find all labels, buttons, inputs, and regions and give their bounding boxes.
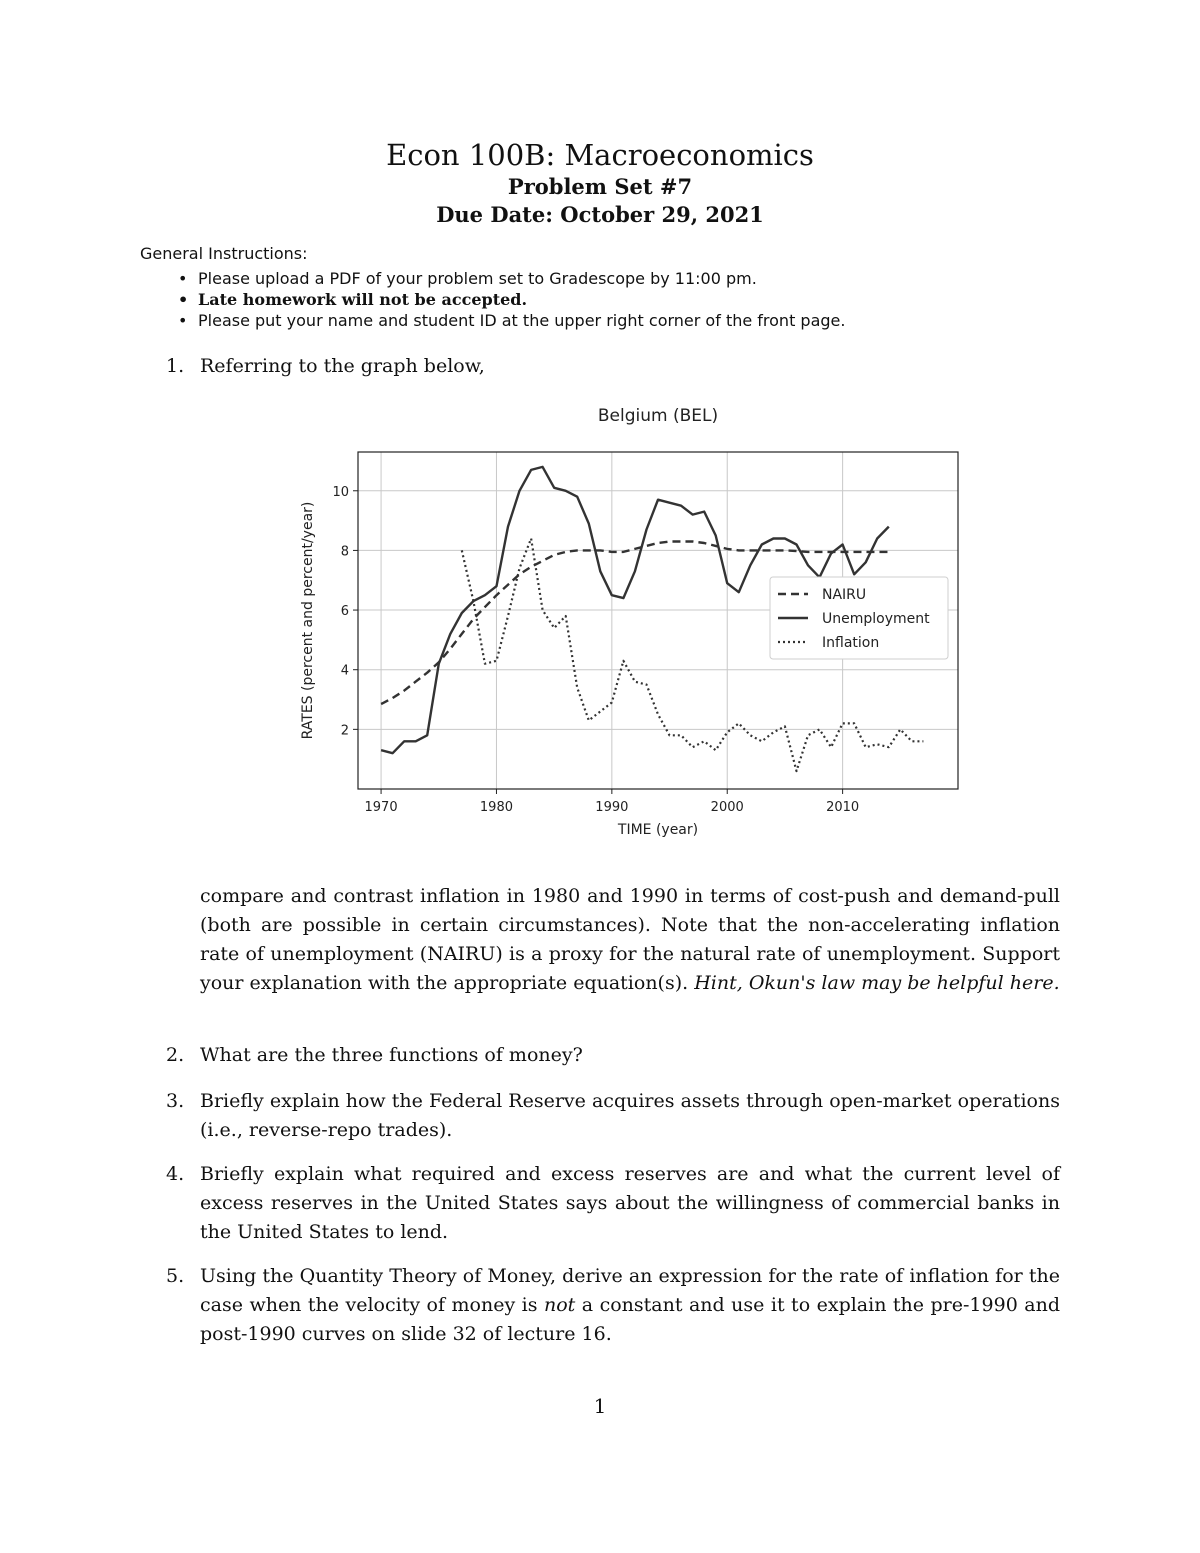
legend-label: Unemployment: [822, 611, 930, 627]
question-text: What are the three functions of money?: [200, 1044, 583, 1066]
instructions-heading: General Instructions:: [140, 244, 308, 263]
instruction-item: • Late homework will not be accepted.: [176, 289, 845, 310]
y-tick-label: 2: [340, 723, 349, 739]
question-number: 3.: [166, 1090, 185, 1112]
y-tick-label: 10: [332, 484, 349, 500]
question-1-body: [200, 882, 1060, 998]
x-tick-label: 1970: [364, 800, 398, 815]
y-tick-label: 4: [340, 663, 349, 679]
question-1-text: compare and contrast inflation in 1980 and 1990 in terms of cost-push and demand-pull (both are possible in certain circumstances). Note that the non-accelerating inflation rate of unemployment (NAIRU) is a proxy for the natural rate of unemployment. Support your explanation with the appropriate equation(s).: [200, 885, 1060, 994]
x-tick-label: 2000: [710, 800, 744, 815]
belgium-chart: [290, 395, 980, 855]
question-text: Briefly explain what required and excess reserves are and what the current level of excess reserves in the United States says about the willingness of commercial banks in the United States to lend.: [200, 1163, 1060, 1243]
instruction-item: • Please put your name and student ID at the upper right corner of the front page.: [176, 310, 845, 331]
question-text: [200, 1262, 1060, 1349]
x-tick-label: 1990: [595, 800, 629, 815]
x-tick-label: 1980: [479, 800, 514, 815]
y-tick-label: 6: [340, 604, 349, 620]
page-number: 1: [593, 1394, 607, 1418]
y-axis-label: RATES (percent and percent/year): [300, 501, 316, 740]
question-1-intro-row: [0, 352, 1200, 382]
legend-label: Inflation: [822, 635, 880, 651]
question-5-text-after: a constant and use it to explain the pre-1990 and post-1990 curves on slide 32 of lecture 16.: [200, 1294, 1060, 1345]
question-1-intro: Referring to the graph below,: [200, 355, 485, 377]
y-tick-label: 8: [340, 544, 349, 560]
question-number: 4.: [166, 1163, 185, 1185]
question-text: Briefly explain how the Federal Reserve acquires assets through open-market operations (i.e., reverse-repo trades).: [200, 1090, 1060, 1141]
instructions-list: [176, 268, 845, 331]
legend-label: NAIRU: [822, 587, 867, 603]
x-axis-label: TIME (year): [617, 822, 699, 838]
x-tick-label: 2010: [826, 800, 860, 815]
due-date: Due Date: October 29, 2021: [436, 202, 764, 227]
chart-svg: [290, 395, 980, 855]
question-5-emphasis: not: [543, 1294, 576, 1316]
document-title: Econ 100B: Macroeconomics: [386, 138, 814, 172]
question-1-hint: Hint, Okun's law may be helpful here.: [694, 972, 1060, 994]
question-5-text-before: Using the Quantity Theory of Money, derive an expression for the rate of inflation for the case when the velocity of money is: [200, 1265, 1060, 1316]
instruction-item: • Please upload a PDF of your problem set to Gradescope by 11:00 pm.: [176, 268, 845, 289]
question-number: 1.: [166, 355, 185, 377]
chart-title: Belgium (BEL): [597, 406, 719, 426]
problem-set-label: Problem Set #7: [507, 174, 693, 199]
question-number: 2.: [166, 1044, 185, 1066]
question-number: 5.: [166, 1265, 185, 1287]
